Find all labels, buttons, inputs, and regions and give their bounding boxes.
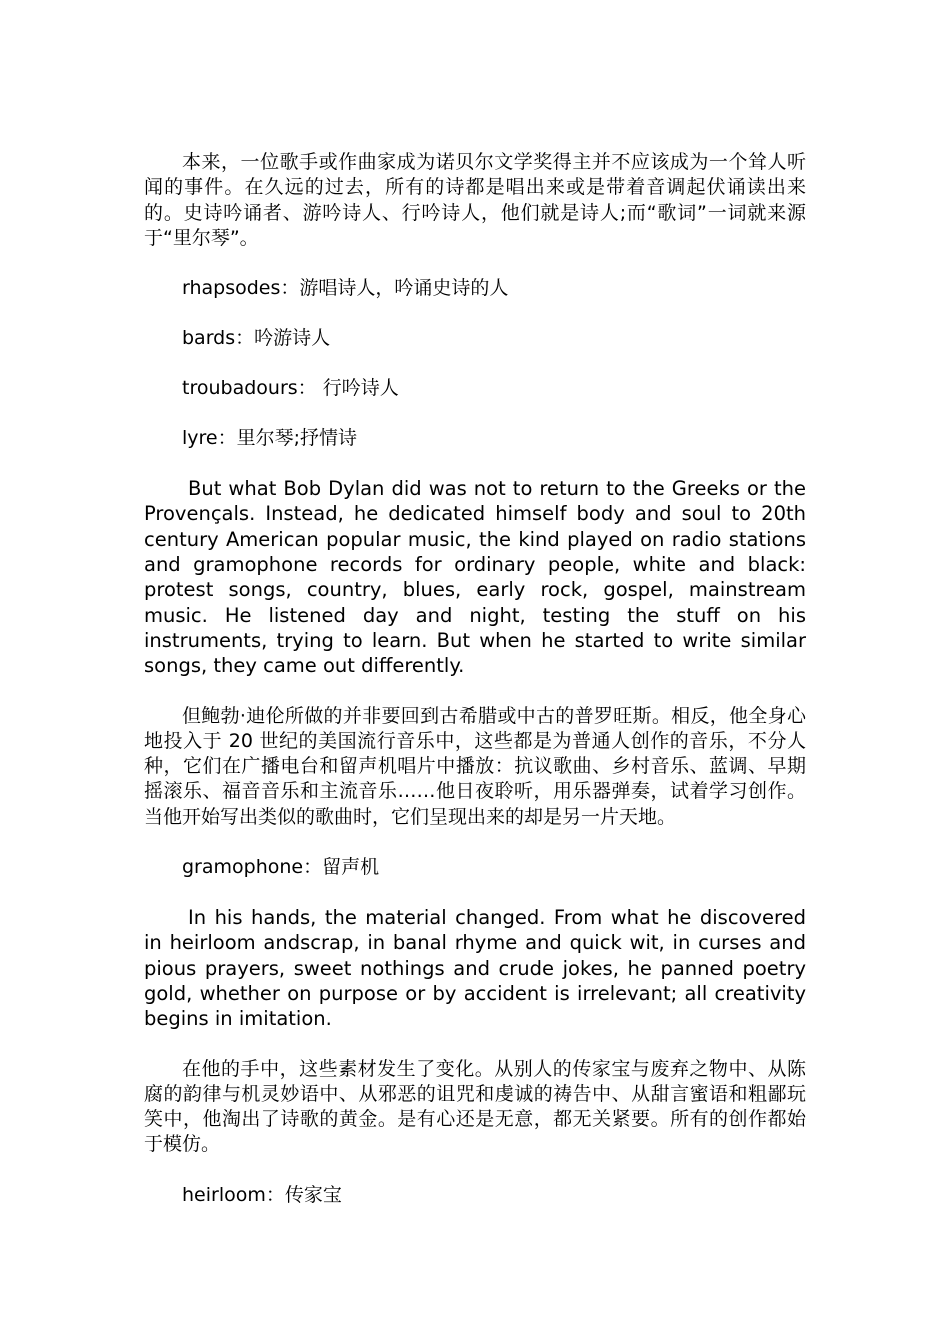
gloss-gramophone: gramophone：留声机 bbox=[182, 856, 380, 879]
paragraph-material-changed-en: In his hands, the material changed. From what he discovered in heirloom andscrap, in banal rhyme and quick wit, in curses and pious prayers, sweet nothings and crude jokes, he panned poetry gold, whether on purpose or by accident is irrelevant; all creativity begins in imitation. bbox=[144, 906, 806, 1031]
gloss-heirloom: heirloom：传家宝 bbox=[182, 1183, 342, 1206]
paragraph-material-changed-zh: 在他的手中，这些素材发生了变化。从别人的传家宝与废弃之物中、从陈腐的韵律与机灵妙语中、从邪恶的诅咒和虔诚的祷告中、从甜言蜜语和粗鄙玩笑中，他淘出了诗歌的黄金。是有心还是无意，都无关紧要。所有的创作都始于模仿。 bbox=[144, 1057, 806, 1156]
document-page bbox=[144, 150, 806, 1208]
gloss-rhapsodes: rhapsodes：游唱诗人，吟诵史诗的人 bbox=[182, 277, 509, 300]
paragraph-dylan-music-en: But what Bob Dylan did was not to return to the Greeks or the Provençals. Instead, he dedicated himself body and soul to 20th century American popular music, the kind played on radio stations and gramophone records for ordinary people, white and black: protest songs, country, blues, early rock, gospel, mainstream music. He listened day and night, testing the stuff on his instruments, trying to learn. But when he started to write similar songs, they came out differently. bbox=[144, 477, 806, 678]
gloss-lyre: lyre：里尔琴;抒情诗 bbox=[182, 427, 358, 450]
paragraph-nobel-intro-zh: 本来，一位歌手或作曲家成为诺贝尔文学奖得主并不应该成为一个耸人听闻的事件。在久远的过去，所有的诗都是唱出来或是带着音调起伏诵读出来的。史诗吟诵者、游吟诗人、行吟诗人，他们就是诗人;而“歌词”一词就来源于“里尔琴”。 bbox=[144, 151, 806, 249]
gloss-bards: bards：吟游诗人 bbox=[182, 327, 331, 350]
gloss-troubadours: troubadours： 行吟诗人 bbox=[182, 377, 399, 400]
paragraph-dylan-music-zh: 但鲍勃·迪伦所做的并非要回到古希腊或中古的普罗旺斯。相反，他全身心地投入于 20 世纪的美国流行音乐中，这些都是为普通人创作的音乐，不分人种，它们在广播电台和留声机唱片中播放：抗议歌曲、乡村音乐、蓝调、早期摇滚乐、福音音乐和主流音乐……他日夜聆听，用乐器弹奏，试着学习创作。当他开始写出类似的歌曲时，它们呈现出来的却是另一片天地。 bbox=[144, 704, 806, 828]
